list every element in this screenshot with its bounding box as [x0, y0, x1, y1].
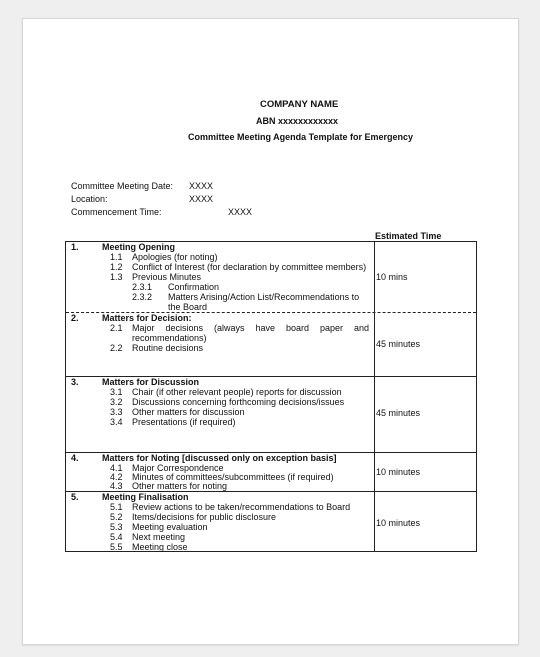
section-number: 3.: [71, 377, 79, 387]
item-text: Presentations (if required): [132, 417, 236, 427]
section-title: Matters for Decision:: [102, 313, 192, 323]
item-text: Chair (if other relevant people) reports for discussion: [132, 387, 342, 397]
subitem-text: Confirmation: [168, 282, 220, 292]
estimated-time: 45 minutes: [376, 339, 421, 349]
date-label: Committee Meeting Date:: [71, 181, 174, 191]
estimated-time: 10 minutes: [376, 467, 421, 477]
item-text: Meeting close: [132, 542, 188, 552]
item-number: 5.5: [110, 542, 123, 552]
item-text-continued: recommendations): [132, 333, 207, 343]
time-label: Commencement Time:: [71, 207, 162, 217]
item-text: Review actions to be taken/recommendations to Board: [132, 502, 351, 512]
item-text: Previous Minutes: [132, 272, 202, 282]
time-value: XXXX: [228, 207, 253, 217]
subitem-number: 2.3.2: [132, 292, 153, 302]
location-value: XXXX: [189, 194, 214, 204]
item-number: 3.3: [110, 407, 123, 417]
section-number: 2.: [71, 313, 79, 323]
item-number: 4.3: [110, 481, 123, 491]
item-text: Major decisions (always have board paper and: [132, 323, 369, 333]
item-text: Items/decisions for public disclosure: [132, 512, 277, 522]
item-text: Major Correspondence: [132, 463, 224, 473]
item-number: 3.4: [110, 417, 123, 427]
item-number: 1.1: [110, 252, 123, 262]
subitem-number: 2.3.1: [132, 282, 153, 292]
item-number: 5.2: [110, 512, 123, 522]
item-number: 4.1: [110, 463, 123, 473]
agenda-table: [65, 241, 477, 552]
item-text: Discussions concerning forthcoming decisions/issues: [132, 397, 345, 407]
item-number: 5.1: [110, 502, 123, 512]
item-number: 3.1: [110, 387, 123, 397]
item-text: Minutes of committees/subcommittees (if required): [132, 472, 334, 482]
item-text: Next meeting: [132, 532, 186, 542]
subitem-text-continued: the Board: [168, 302, 208, 312]
date-value: XXXX: [189, 181, 214, 191]
document-page: [22, 18, 519, 645]
item-text: Other matters for discussion: [132, 407, 245, 417]
estimated-time-header: Estimated Time: [375, 231, 442, 241]
item-number: 5.4: [110, 532, 123, 542]
estimated-time: 10 mins: [376, 272, 408, 282]
estimated-time: 45 minutes: [376, 408, 421, 418]
column-divider: [374, 242, 375, 551]
document-title: Committee Meeting Agenda Template for Emergency: [188, 132, 414, 142]
item-text: Meeting evaluation: [132, 522, 208, 532]
item-text: Apologies (for noting): [132, 252, 218, 262]
subitem-text: Matters Arising/Action List/Recommendations to: [168, 292, 360, 302]
section-number: 5.: [71, 492, 79, 502]
section-title: Meeting Finalisation: [102, 492, 189, 502]
section-title: Matters for Discussion: [102, 377, 200, 387]
item-number: 4.2: [110, 472, 123, 482]
estimated-time: 10 minutes: [376, 518, 421, 528]
item-text: Conflict of Interest (for declaration by committee members): [132, 262, 367, 272]
abn: ABN xxxxxxxxxxxx: [256, 116, 339, 126]
section-title: Meeting Opening: [102, 242, 175, 252]
item-text: Routine decisions: [132, 343, 204, 353]
item-number: 2.1: [110, 323, 123, 333]
section-number: 1.: [71, 242, 79, 252]
item-number: 2.2: [110, 343, 123, 353]
item-number: 5.3: [110, 522, 123, 532]
company-name: COMPANY NAME: [260, 99, 339, 110]
item-number: 3.2: [110, 397, 123, 407]
item-number: 1.3: [110, 272, 123, 282]
item-number: 1.2: [110, 262, 123, 272]
item-text: Other matters for noting: [132, 481, 228, 491]
location-label: Location:: [71, 194, 108, 204]
section-number: 4.: [71, 453, 79, 463]
section-title: Matters for Noting [discussed only on exception basis]: [102, 453, 337, 463]
